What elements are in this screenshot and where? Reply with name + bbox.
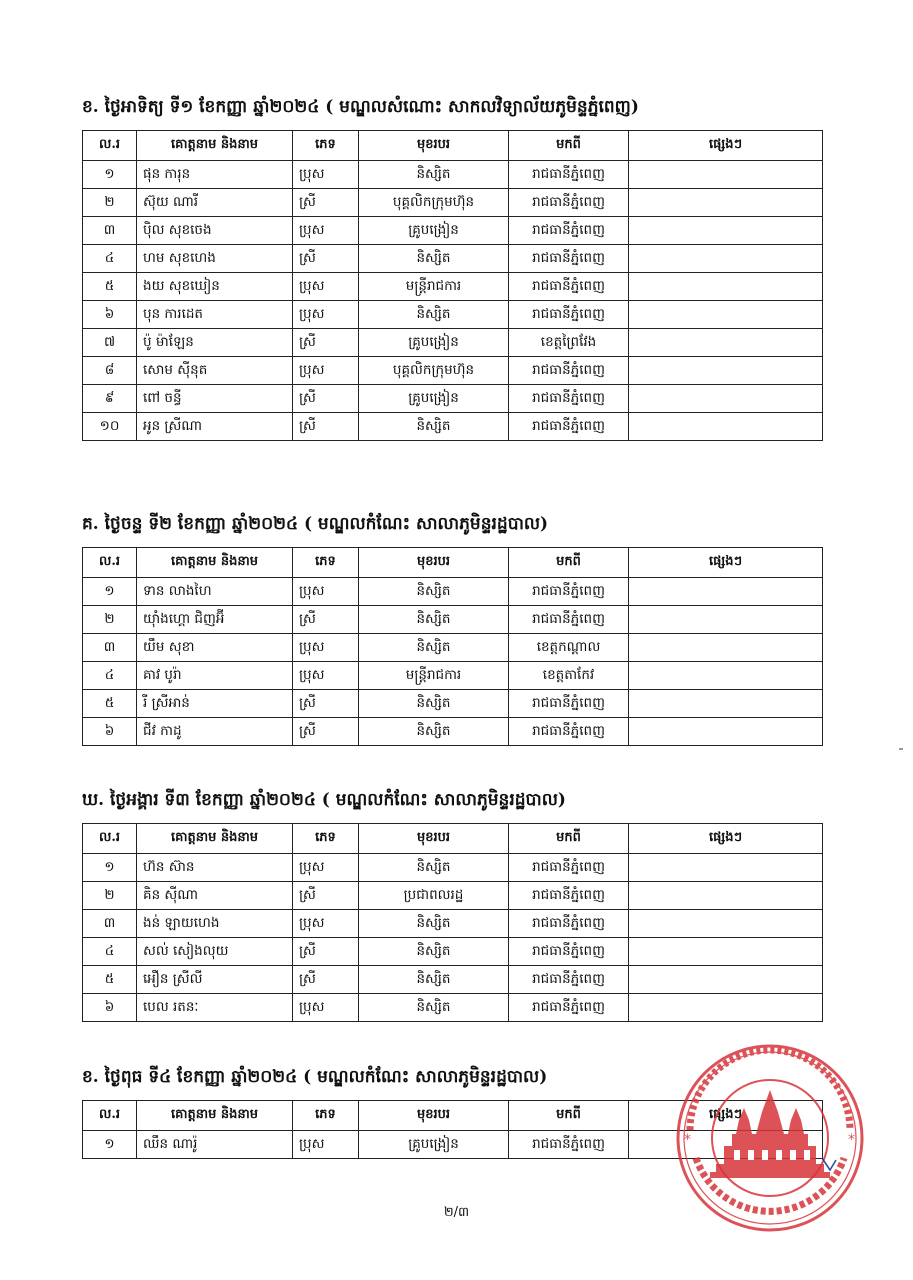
cell-name: បេល រតនៈ (137, 994, 293, 1022)
section-day-3 (82, 787, 822, 1022)
header-sex: ភេទ (293, 548, 359, 578)
header-occupation: មុខរបរ (359, 1101, 509, 1131)
cell-name: ងយ សុខឃៀន (137, 273, 293, 301)
header-from: មកពី (509, 1101, 629, 1131)
cell-other (629, 301, 823, 329)
cell-sex: ស្រី (293, 966, 359, 994)
cell-sex: ស្រី (293, 718, 359, 746)
cell-no: ៧ (83, 329, 137, 357)
header-name: គោត្តនាម និងនាម (137, 824, 293, 854)
header-from: មកពី (509, 131, 629, 161)
cell-no: ២ (83, 882, 137, 910)
cell-no: ១ (83, 161, 137, 189)
svg-text:*: * (684, 1132, 691, 1148)
cell-occupation: បុគ្គលិកក្រុមហ៊ុន (359, 357, 509, 385)
cell-occupation: និស្សិត (359, 578, 509, 606)
cell-from: រាជធានីភ្នំពេញ (509, 189, 629, 217)
cell-sex: ប្រុស (293, 301, 359, 329)
cell-sex: ប្រុស (293, 662, 359, 690)
table-row (83, 413, 823, 441)
header-from: មកពី (509, 824, 629, 854)
table-row (83, 690, 823, 718)
cell-from: រាជធានីភ្នំពេញ (509, 966, 629, 994)
cell-name: គាវ បូរ៉ា (137, 662, 293, 690)
cell-from: រាជធានីភ្នំពេញ (509, 854, 629, 882)
cell-sex: ស្រី (293, 189, 359, 217)
cell-occupation: និស្សិត (359, 910, 509, 938)
cell-occupation: គ្រូបង្រៀន (359, 1131, 509, 1159)
table-row (83, 578, 823, 606)
cell-occupation: និស្សិត (359, 938, 509, 966)
cell-occupation: និស្សិត (359, 854, 509, 882)
cell-name: ប៉ិល សុខចេង (137, 217, 293, 245)
cell-from: រាជធានីភ្នំពេញ (509, 690, 629, 718)
header-other: ផ្សេងៗ (629, 548, 823, 578)
header-no: ល.រ (83, 824, 137, 854)
cell-occupation: មន្ត្រីរាជការ (359, 662, 509, 690)
cell-from: រាជធានីភ្នំពេញ (509, 994, 629, 1022)
header-from: មកពី (509, 548, 629, 578)
cell-name: បុន ការដេត (137, 301, 293, 329)
cell-other (629, 882, 823, 910)
cell-name: ហម សុខហេង (137, 245, 293, 273)
cell-occupation: និស្សិត (359, 994, 509, 1022)
cell-no: ១ (83, 854, 137, 882)
cell-other (629, 718, 823, 746)
cell-no: ៥ (83, 966, 137, 994)
section-day-1 (82, 94, 822, 441)
cell-occupation: មន្ត្រីរាជការ (359, 273, 509, 301)
cell-from: រាជធានីភ្នំពេញ (509, 357, 629, 385)
cell-other (629, 854, 823, 882)
table-row (83, 217, 823, 245)
cell-name: យ៉ាំងហ្គោ ជិញអ៊ី (137, 606, 293, 634)
cell-occupation: និស្សិត (359, 606, 509, 634)
header-occupation: មុខរបរ (359, 131, 509, 161)
cell-sex: ប្រុស (293, 217, 359, 245)
cell-name: អូន ស្រីណា (137, 413, 293, 441)
cell-no: ៥ (83, 273, 137, 301)
header-sex: ភេទ (293, 131, 359, 161)
cell-no: ៦ (83, 718, 137, 746)
cell-from: រាជធានីភ្នំពេញ (509, 606, 629, 634)
cell-name: ប៉ូ ម៉ាឡែន (137, 329, 293, 357)
cell-occupation: និស្សិត (359, 161, 509, 189)
cell-other (629, 357, 823, 385)
cell-occupation: គ្រូបង្រៀន (359, 329, 509, 357)
table-row (83, 662, 823, 690)
table-row (83, 329, 823, 357)
table-row (83, 994, 823, 1022)
page-number: ២/៣ (443, 1205, 470, 1220)
cell-from: រាជធានីភ្នំពេញ (509, 161, 629, 189)
cell-occupation: គ្រូបង្រៀន (359, 385, 509, 413)
cell-name: រី ស្រីអាន់ (137, 690, 293, 718)
cell-name: ពៅ ចន្ធី (137, 385, 293, 413)
cell-other (629, 578, 823, 606)
cell-name: ឈឹន ណារ៉ូ (137, 1131, 293, 1159)
participants-table (82, 823, 823, 1022)
cell-no: ១០ (83, 413, 137, 441)
cell-from: រាជធានីភ្នំពេញ (509, 882, 629, 910)
cell-no: ៩ (83, 385, 137, 413)
table-row (83, 357, 823, 385)
cell-no: ៥ (83, 690, 137, 718)
cell-from: រាជធានីភ្នំពេញ (509, 273, 629, 301)
table-header-row (83, 548, 823, 578)
cell-occupation: និស្សិត (359, 245, 509, 273)
cell-no: ៨ (83, 357, 137, 385)
cell-occupation: និស្សិត (359, 413, 509, 441)
cell-sex: ប្រុស (293, 161, 359, 189)
cell-sex: ប្រុស (293, 357, 359, 385)
table-row (83, 189, 823, 217)
cell-other (629, 189, 823, 217)
header-other: ផ្សេងៗ (629, 824, 823, 854)
cell-other (629, 161, 823, 189)
cell-name: សោម ស៊ីនុត (137, 357, 293, 385)
table-row (83, 245, 823, 273)
cell-sex: ប្រុស (293, 994, 359, 1022)
cell-no: ២ (83, 189, 137, 217)
cell-sex: ប្រុស (293, 273, 359, 301)
cell-no: ៣ (83, 634, 137, 662)
cell-other (629, 413, 823, 441)
cell-no: ៤ (83, 662, 137, 690)
cell-from: រាជធានីភ្នំពេញ (509, 718, 629, 746)
table-row (83, 910, 823, 938)
cell-from: រាជធានីភ្នំពេញ (509, 413, 629, 441)
cell-sex: ស្រី (293, 413, 359, 441)
header-occupation: មុខរបរ (359, 548, 509, 578)
cell-from: រាជធានីភ្នំពេញ (509, 245, 629, 273)
cell-occupation: និស្សិត (359, 301, 509, 329)
cell-occupation: និស្សិត (359, 718, 509, 746)
cell-occupation: និស្សិត (359, 634, 509, 662)
header-sex: ភេទ (293, 824, 359, 854)
header-name: គោត្តនាម និងនាម (137, 1101, 293, 1131)
cell-no: ២ (83, 606, 137, 634)
table-header-row (83, 824, 823, 854)
table-row (83, 882, 823, 910)
header-other: ផ្សេងៗ (629, 1101, 823, 1131)
cell-sex: ស្រី (293, 690, 359, 718)
cell-occupation: និស្សិត (359, 966, 509, 994)
cell-sex: ស្រី (293, 938, 359, 966)
cell-other (629, 217, 823, 245)
table-row (83, 854, 823, 882)
cell-from: រាជធានីភ្នំពេញ (509, 1131, 629, 1159)
table-row (83, 385, 823, 413)
cell-other (629, 966, 823, 994)
cell-name: ផុន ការុន (137, 161, 293, 189)
svg-text:*: * (848, 1132, 855, 1148)
cell-from: រាជធានីភ្នំពេញ (509, 301, 629, 329)
cell-occupation: គ្រូបង្រៀន (359, 217, 509, 245)
cell-other (629, 994, 823, 1022)
cell-other (629, 662, 823, 690)
cell-sex: ស្រី (293, 329, 359, 357)
cell-sex: ប្រុស (293, 578, 359, 606)
cell-other (629, 606, 823, 634)
section-title: ឃ. ថ្ងៃអង្គារ ទី៣ ខែកញ្ញា ឆ្នាំ២០២៤ ( មណ្ឌលកំណែះ សាលាភូមិន្ទរដ្ឋបាល) (82, 790, 566, 810)
cell-from: រាជធានីភ្នំពេញ (509, 938, 629, 966)
cell-other (629, 245, 823, 273)
cell-other (629, 938, 823, 966)
cell-other (629, 634, 823, 662)
cell-no: ៤ (83, 938, 137, 966)
table-row (83, 301, 823, 329)
cell-occupation: និស្សិត (359, 690, 509, 718)
cell-name: ស៊ុយ ណារី (137, 189, 293, 217)
table-row (83, 634, 823, 662)
section-title: គ. ថ្ងៃចន្ទ ទី២ ខែកញ្ញា ឆ្នាំ២០២៤ ( មណ្ឌលកំណែះ សាលាភូមិន្ទរដ្ឋបាល) (82, 514, 549, 534)
cell-name: ងន់ ឡាយហេង (137, 910, 293, 938)
header-no: ល.រ (83, 1101, 137, 1131)
table-row (83, 718, 823, 746)
cell-from: ខេត្តតាកែវ (509, 662, 629, 690)
table-header-row (83, 131, 823, 161)
header-no: ល.រ (83, 548, 137, 578)
cell-no: ៦ (83, 994, 137, 1022)
cell-occupation: បុគ្គលិកក្រុមហ៊ុន (359, 189, 509, 217)
cell-from: ខេត្តព្រៃវែង (509, 329, 629, 357)
cell-name: ទាន លាងហៃ (137, 578, 293, 606)
table-row (83, 161, 823, 189)
cell-sex: ប្រុស (293, 854, 359, 882)
cell-no: ១ (83, 1131, 137, 1159)
scan-mark (899, 748, 903, 750)
cell-sex: ប្រុស (293, 634, 359, 662)
section-title: ខ. ថ្ងៃអាទិត្យ ទី១ ខែកញ្ញា ឆ្នាំ២០២៤ ( មណ្ឌលសំណោះ សាកលវិទ្យាល័យភូមិន្ទភ្នំពេញ) (82, 97, 639, 117)
cell-sex: ស្រី (293, 245, 359, 273)
header-occupation: មុខរបរ (359, 824, 509, 854)
cell-name: គិន ស៊ីណា (137, 882, 293, 910)
header-name: គោត្តនាម និងនាម (137, 548, 293, 578)
cell-sex: ស្រី (293, 882, 359, 910)
cell-sex: ស្រី (293, 385, 359, 413)
cell-no: ៤ (83, 245, 137, 273)
table-row (83, 966, 823, 994)
cell-no: ៣ (83, 217, 137, 245)
cell-no: ៦ (83, 301, 137, 329)
cell-other (629, 329, 823, 357)
header-no: ល.រ (83, 131, 137, 161)
cell-other (629, 910, 823, 938)
cell-no: ៣ (83, 910, 137, 938)
header-other: ផ្សេងៗ (629, 131, 823, 161)
cell-no: ១ (83, 578, 137, 606)
cell-sex: ប្រុស (293, 1131, 359, 1159)
header-name: គោត្តនាម និងនាម (137, 131, 293, 161)
cell-from: ខេត្តកណ្តាល (509, 634, 629, 662)
participants-table (82, 547, 823, 746)
cell-other (629, 385, 823, 413)
cell-other (629, 690, 823, 718)
cell-occupation: ប្រជាពលរដ្ឋ (359, 882, 509, 910)
section-day-2 (82, 511, 822, 746)
cell-name: សល់ សៀងលុយ (137, 938, 293, 966)
cell-from: រាជធានីភ្នំពេញ (509, 578, 629, 606)
table-row (83, 273, 823, 301)
cell-name: យឹម សុខា (137, 634, 293, 662)
table-row (83, 938, 823, 966)
header-sex: ភេទ (293, 1101, 359, 1131)
cell-from: រាជធានីភ្នំពេញ (509, 385, 629, 413)
cell-sex: ស្រី (293, 606, 359, 634)
cell-name: ហ៊ន ស៊ាន (137, 854, 293, 882)
cell-sex: ប្រុស (293, 910, 359, 938)
cell-from: រាជធានីភ្នំពេញ (509, 910, 629, 938)
participants-table (82, 130, 823, 441)
section-title: ខ. ថ្ងៃពុធ ទី៤ ខែកញ្ញា ឆ្នាំ២០២៤ ( មណ្ឌលកំណែះ សាលាភូមិន្ទរដ្ឋបាល) (82, 1067, 548, 1087)
cell-other (629, 273, 823, 301)
cell-name: ជីវ កាដូ (137, 718, 293, 746)
table-row (83, 606, 823, 634)
cell-from: រាជធានីភ្នំពេញ (509, 217, 629, 245)
cell-name: អឿន ស្រីលី (137, 966, 293, 994)
